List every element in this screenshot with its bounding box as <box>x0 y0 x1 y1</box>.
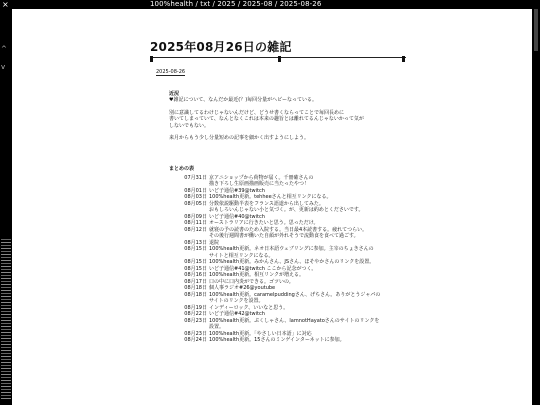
summary-row-text: いど子通信#42@twitch <box>209 311 265 317</box>
summary-row-date: 08月12日 <box>184 226 207 233</box>
summary-row-text: 退院 <box>209 239 220 246</box>
summary-row-text: 設置。 <box>209 324 225 330</box>
summary-row-date: 08月18日 <box>184 291 207 298</box>
summary-row-date: 08月16日 <box>184 272 207 278</box>
summary-row-date: 08月23日 <box>184 330 207 337</box>
summary-row-text: オーストラリアに行きたいと思う。思っただけ。 <box>209 220 319 226</box>
summary-row-text: 口の中に口内炎ができる。ゴツいの。 <box>209 278 294 285</box>
summary-row-date: 08月13日 <box>184 239 207 246</box>
summary-row-text: いど子通信#41@twitch ここから記念がつく。 <box>209 265 317 272</box>
left-side-panel <box>0 9 12 405</box>
summary-row-date: 08月22日 <box>184 311 207 317</box>
document-page <box>150 40 410 344</box>
title-rule <box>150 57 406 58</box>
scrollbar-thumb[interactable] <box>534 9 538 51</box>
scrollbar[interactable] <box>532 9 540 405</box>
intro-line: ♥雑記について、なんだか最近(？)毎回分量がへビーなっている。 <box>169 97 317 103</box>
summary-row-text: 100%health更新。みかんさん、JSさん、ほそやかさんのリンクを設置。 <box>209 259 375 265</box>
breadcrumb-path[interactable]: 100%health / txt / 2025 / 2025-08 / 2025-08-26 <box>150 0 322 8</box>
summary-row-text: その後行週間書が働いた自顔が外れそうで流動食を食べて過ごす。 <box>209 233 359 239</box>
post-date: 2025-08-26 <box>156 69 186 75</box>
summary-row-text: 京アニショップから荷物が届く。千冊確さんの <box>209 174 314 181</box>
summary-row-text: 100%health更新。caramelpuddingさん、げちさん。ありがとうジャパの <box>209 291 381 298</box>
summary-row-text: 分数依説駆動半表をフランス語道から出してみた。 <box>209 200 324 207</box>
summary-row <box>169 337 410 344</box>
summary-list <box>169 175 410 344</box>
summary-row-date: 08月01日 <box>184 187 207 194</box>
intro-line: 来月からもう少し分量短めの記事を細かく出すようにしよう。 <box>169 135 310 141</box>
summary-row-date: 08月15日 <box>184 259 207 265</box>
intro-line: 別に意識してるわけじゃないんだけど、どうせ書くならってことで毎回長めに <box>169 109 345 116</box>
summary-row-date: 08月05日 <box>184 200 207 207</box>
summary-row-text: 100%health更新。tehheeさんと相互リンクになる。 <box>209 194 332 200</box>
chevron-up-icon[interactable]: ^ <box>1 45 7 53</box>
summary-row-date: 08月09日 <box>184 213 207 220</box>
summary-row-text: 描き下ろし生原画描画販売に当たったやつ！ <box>209 181 310 187</box>
page-title: 2025年08月26日の雑記 <box>150 40 292 54</box>
rule-marker-center <box>278 56 281 62</box>
summary-heading: まとめの表 <box>169 165 195 172</box>
summary-section <box>169 166 410 344</box>
summary-row-date: 08月23日 <box>184 317 207 324</box>
summary-row-text: いど子通信#39@twitch <box>209 187 265 194</box>
summary-row-text: いど子通信#40@twitch <box>209 213 265 220</box>
chevron-down-icon[interactable]: v <box>1 63 6 71</box>
summary-row-date: 08月17日 <box>184 278 207 285</box>
rule-marker-left <box>150 56 153 62</box>
intro-section <box>169 91 410 142</box>
summary-row-text: 就寝の予の読書のため入院する。当日最4本読書する。疲れてつらい。 <box>209 226 368 233</box>
summary-row-text: おもしろいんじゃない小と気づく。が、更新は約めとくださいです。 <box>209 207 364 213</box>
top-bar <box>0 0 540 9</box>
summary-row-date: 08月19日 <box>184 304 207 311</box>
intro-line: しないでもない。 <box>169 122 210 129</box>
summary-row-text: 100%health更新。15さんのミンゲインターネットに参加。 <box>209 337 345 343</box>
summary-row-text: 100%health更新。ぷくしゃさん、lamnotHayatoさんのサイトのリンクを <box>209 317 380 324</box>
summary-row-date: 08月03日 <box>184 194 207 200</box>
intro-heading: 近況 <box>169 91 180 97</box>
summary-row-date: 07月31日 <box>184 174 207 181</box>
decorative-stripes <box>1 239 11 399</box>
rule-marker-right <box>402 56 405 62</box>
summary-row-date: 08月24日 <box>184 337 207 343</box>
summary-row-text: サイトのリンクを設置。 <box>209 298 264 304</box>
summary-row-date: 08月15日 <box>184 265 207 272</box>
summary-row-text: 100%health更新。ネオ日本語ウェブリングに参加。主宰のちょきさんの <box>209 246 374 252</box>
summary-row-text: 個人事ラジオ#26@youtube <box>209 285 276 291</box>
summary-row-date: 08月11日 <box>184 220 207 226</box>
summary-row-date: 08月15日 <box>184 246 207 252</box>
summary-row-text: 100%health更新。「やさしい日本語」に対応 <box>209 330 312 337</box>
intro-line: 書いてしまっていて、なんとなくこれは本来の趣旨とは離れてるんじゃないかって気が <box>169 116 364 122</box>
summary-row-date: 08月18日 <box>184 285 207 291</box>
close-icon[interactable]: × <box>2 0 9 9</box>
summary-row-text: サイトと相互リンクになる。 <box>209 252 274 259</box>
summary-row-text: 100%health更新。相互リンクが増える。 <box>209 272 305 278</box>
summary-row-text: インディーロック、いいなと思う。 <box>209 304 289 311</box>
